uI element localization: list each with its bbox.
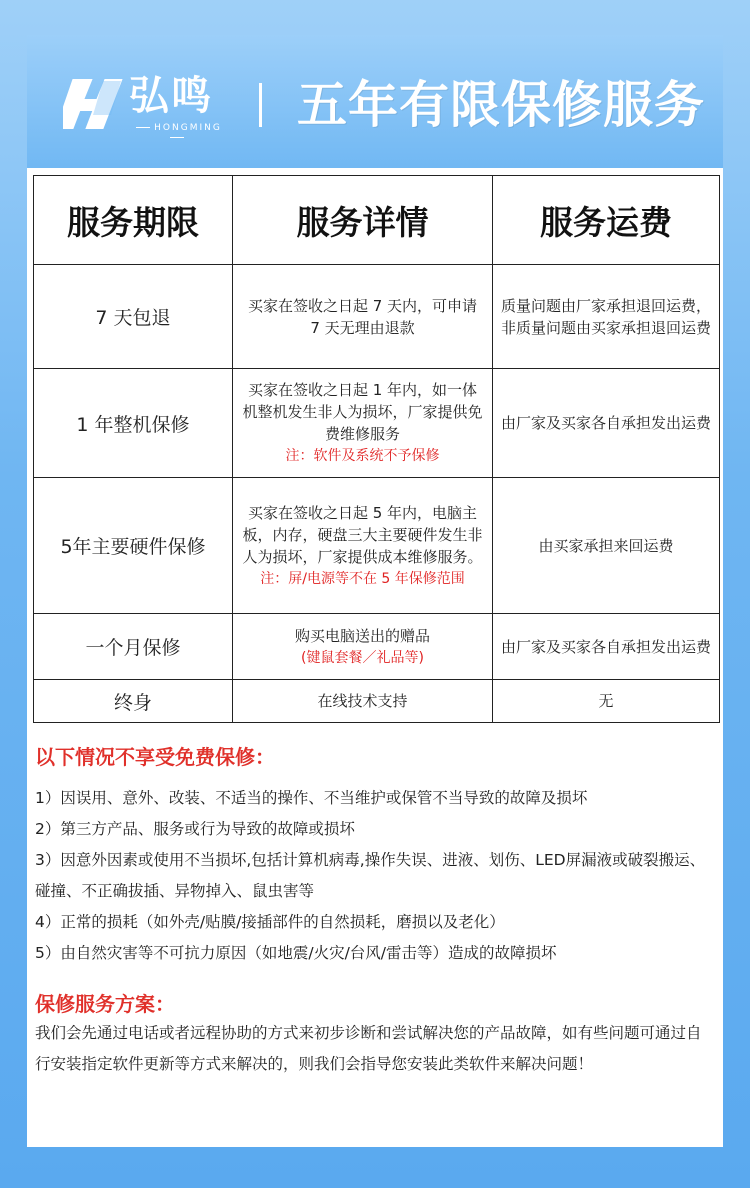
fee-cell: 无 xyxy=(493,680,720,723)
fee-cell: 由买家承担来回运费 xyxy=(493,478,720,614)
period-cell: 一个月保修 xyxy=(34,614,233,680)
list-item: 2）第三方产品、服务或行为导致的故障或损坏 xyxy=(35,820,355,838)
list-item: 3）因意外因素或使用不当损坏,包括计算机病毒,操作失误、进液、划伤、LED屏漏液或破裂搬运、碰撞、不正确拔插、异物掉入、鼠虫害等 xyxy=(35,851,706,900)
table-row xyxy=(34,369,720,478)
detail-note: (键鼠套餐／礼品等) xyxy=(301,649,424,666)
table-header-row xyxy=(34,176,720,265)
detail-cell xyxy=(233,478,493,614)
fee-cell: 由厂家及买家各自承担发出运费 xyxy=(493,614,720,680)
plan-text: 我们会先通过电话或者远程协助的方式来初步诊断和尝试解决您的产品故障，如有些问题可通过自行安装指定软件更新等方式来解决的，则我们会指导您安装此类软件来解决问题！ xyxy=(35,1024,702,1073)
period-cell: 7 天包退 xyxy=(34,265,233,369)
column-header: 服务详情 xyxy=(233,176,493,265)
period-cell: 5年主要硬件保修 xyxy=(34,478,233,614)
period-cell: 终身 xyxy=(34,680,233,723)
detail-cell xyxy=(233,369,493,478)
page-title: 五年有限保修服务 xyxy=(297,76,705,134)
table-row xyxy=(34,478,720,614)
exclusions-title: 以下情况不享受免费保修： xyxy=(35,745,275,769)
table-row xyxy=(34,265,720,369)
list-item: 4）正常的损耗（如外壳/贴膜/接插部件的自然损耗，磨损以及老化） xyxy=(35,913,505,931)
brand-sub: HONGMING xyxy=(129,123,225,143)
detail-cell xyxy=(233,614,493,680)
detail-text: 买家在签收之日起 5 年内，电脑主板，内存，硬盘三大主要硬件发生非人为损坏，厂家提供成本维修服务。 xyxy=(242,503,483,566)
period-cell: 1 年整机保修 xyxy=(34,369,233,478)
detail-text: 买家在签收之日起 7 天内，可申请 7 天无理由退款 xyxy=(247,296,478,337)
detail-text: 买家在签收之日起 1 年内，如一体机整机发生非人为损坏，厂家提供免费维修服务 xyxy=(242,381,483,443)
detail-cell xyxy=(233,265,493,369)
column-header: 服务期限 xyxy=(34,176,233,265)
warranty-table xyxy=(33,175,720,723)
detail-note: 注：软件及系统不予保修 xyxy=(285,448,440,464)
hongming-logo-icon xyxy=(63,75,125,133)
plan-title: 保修服务方案： xyxy=(35,992,175,1016)
table-row xyxy=(34,614,720,680)
detail-cell: 在线技术支持 xyxy=(233,680,493,723)
header-divider xyxy=(259,83,262,127)
list-item: 5）由自然灾害等不可抗力原因（如地震/火灾/台风/雷击等）造成的故障损坏 xyxy=(35,944,557,962)
fee-cell: 由厂家及买家各自承担发出运费 xyxy=(493,369,720,478)
detail-note: 注：屏/电源等不在 5 年保修范围 xyxy=(260,570,465,587)
list-item: 1）因误用、意外、改装、不适当的操作、不当维护或保管不当导致的故障及损坏 xyxy=(35,789,588,807)
detail-text: 购买电脑送出的赠品 xyxy=(294,626,430,645)
brand-name: 弘鸣 xyxy=(129,73,213,119)
exclusions-list xyxy=(35,783,715,969)
warranty-card xyxy=(27,35,723,1147)
column-header: 服务运费 xyxy=(493,176,720,265)
fee-cell: 质量问题由厂家承担退回运费，非质量问题由买家承担退回运费 xyxy=(493,265,720,369)
header-banner xyxy=(27,35,723,168)
table-row xyxy=(34,680,720,723)
